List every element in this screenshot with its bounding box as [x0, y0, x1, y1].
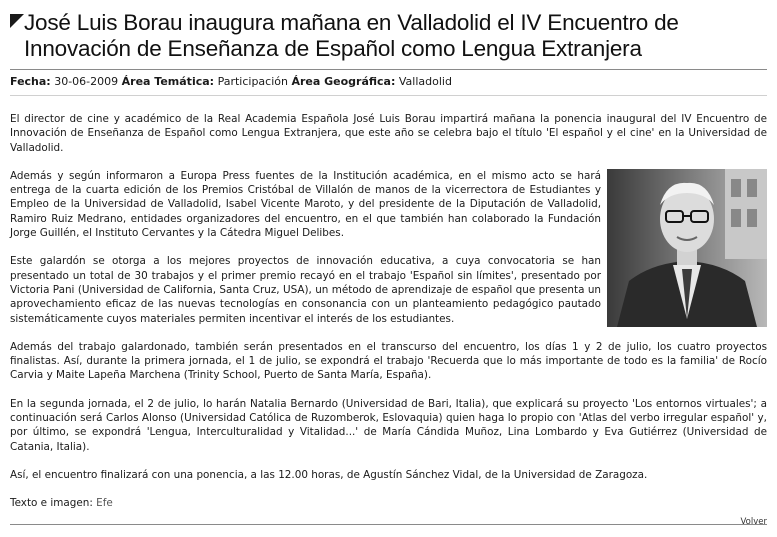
paragraph: Así, el encuentro finalizará con una ponencia, a las 12.00 horas, de Agustín Sánchez Vidal, de la Universidad de Zaragoza.	[10, 468, 648, 481]
title-line-1: José Luis Borau inaugura mañana en Valladolid el IV Encuentro de	[24, 10, 679, 35]
paragraph: Además del trabajo galardonado, también serán presentados en el transcurso del encuentro, los días 1 y 2 de julio, los cuatro proyectos finalistas. Así, durante la primera jornada, el 1 de julio, se expondrá el trabajo 'Recuerda que lo más importante de todo es la familia' de Rocío Carvia y Maite Lapeña Marchena (Trinity School, Puerto de Santa María, España).	[10, 340, 767, 382]
title-line-2: Innovación de Enseñanza de Español como Lengua Extranjera	[24, 36, 642, 61]
paragraph: En la segunda jornada, el 2 de julio, lo harán Natalia Bernardo (Universidad de Bari, Italia), que explicará su proyecto 'Los entornos virtuales'; a continuación será Carlos Alonso (Universidad Católica de Ruzomberok, Eslovaquia) quien haga lo propio con 'Atlas del verbo irregular español' y, por último, se expondrá 'Lengua, Interculturalidad y Vitalidad...' de María Cándida Muñoz, Lina Lombardo y Eva Gutiérrez (Universidad de Catania, Italia).	[10, 397, 767, 453]
geo-label: Área Geográfica:	[291, 75, 396, 88]
credit-label: Texto e imagen:	[10, 497, 93, 510]
article-body	[10, 112, 767, 510]
area-value: Participación	[217, 75, 288, 88]
back-link[interactable]: Volver	[740, 517, 767, 527]
image-credit	[10, 496, 767, 510]
article-page	[10, 10, 767, 525]
article-meta	[10, 75, 767, 96]
area-label: Área Temática:	[121, 75, 215, 88]
paragraph: El director de cine y académico de la Real Academia Española José Luis Borau impartirá mañana la ponencia inaugural del IV Encuentro de Innovación de Enseñanza de Español como Lengua Extranjera, que este año se celebra bajo el título 'El español y el cine' en la Universidad de Valladolid.	[10, 113, 767, 154]
geo-value: Valladolid	[398, 75, 452, 88]
article-photo	[607, 169, 767, 327]
title-divider	[10, 69, 767, 70]
corner-marker-icon	[10, 14, 24, 28]
credit-source: Efe	[96, 497, 113, 510]
date-label: Fecha:	[10, 75, 51, 88]
bottom-divider	[10, 524, 767, 525]
article-title	[24, 10, 767, 62]
date-value: 30-06-2009	[54, 75, 119, 88]
article-header	[10, 10, 767, 62]
paragraph: Además y según informaron a Europa Press fuentes de la Institución académica, en el mismo acto se hará entrega de la cuarta edición de los Premios Cristóbal de Villalón de manos de la vicerrectora de Estudiantes y Empleo de la Universidad de Valladolid, Isabel Vicente Maroto, y del presidente de la Diputación de Valladolid, Ramiro Ruiz Medrano, entidades organizadores del encuentro, en el que también han colaborado la Fundación Jorge Guillén, el Instituto Cervantes y la Cátedra Miguel Delibes.	[10, 169, 601, 240]
paragraph: Este galardón se otorga a los mejores proyectos de innovación educativa, a cuya convocatoria se han presentado un total de 30 trabajos y el primer premio recayó en el trabajo 'Español sin límites', presentado por Victoria Pani (Universidad de California, Santa Cruz, USA), un método de aprendizaje de español que presenta un aprovechamiento eficaz de las nuevas tecnologías en consonancia con un planteamiento pedagógico pautado sistemáticamente cuyos materiales permiten incentivar el interés de los estudiantes.	[10, 255, 601, 325]
